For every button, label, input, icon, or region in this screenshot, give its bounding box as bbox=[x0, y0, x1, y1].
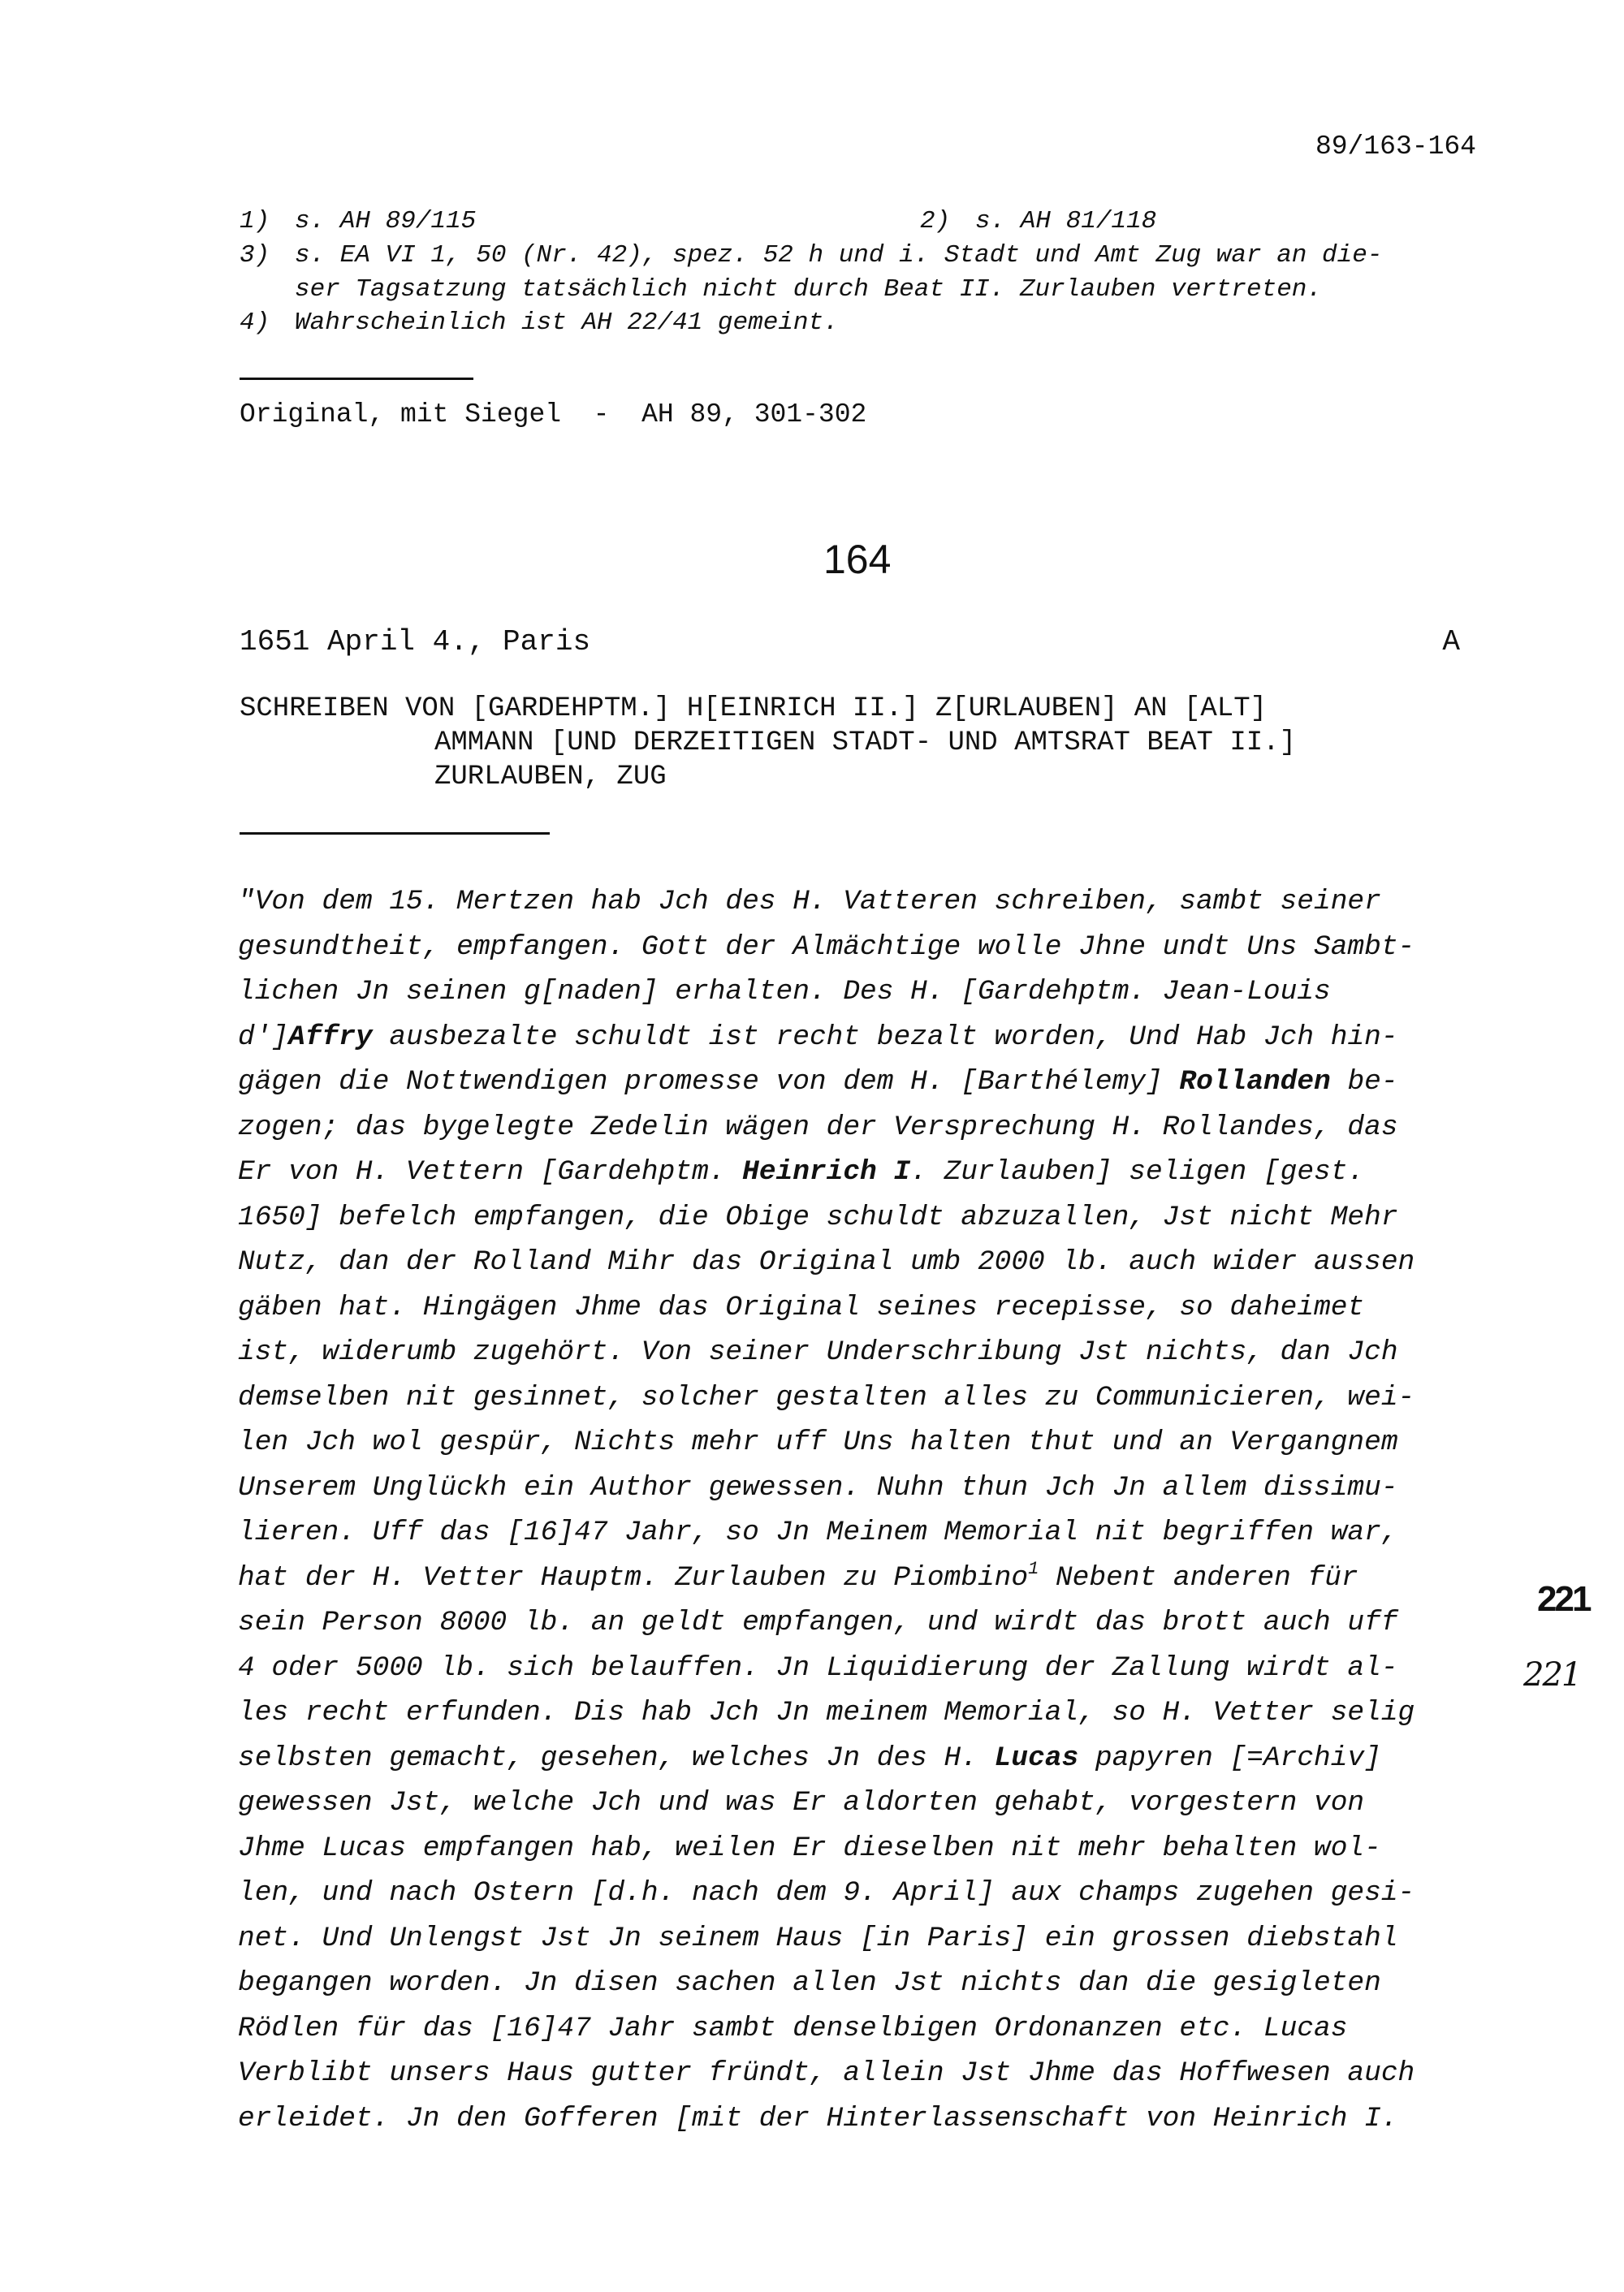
footnote-number: 1) bbox=[240, 207, 270, 235]
body-line: Unserem Unglückh ein Author gewessen. Nuhn thun Jch Jn allem dissimu- bbox=[238, 1471, 1398, 1504]
page-number-handwritten: 221 bbox=[1523, 1656, 1581, 1694]
footnote-text: Wahrscheinlich ist AH 22/41 gemeint. bbox=[295, 309, 839, 337]
body-line: gesundtheit, empfangen. Gott der Almächtige wolle Jhne undt Uns Sambt- bbox=[238, 930, 1415, 963]
body-line: sein Person 8000 lb. an geldt empfangen, und wirdt das brott auch uff bbox=[238, 1607, 1398, 1638]
body-line: len, und nach Ostern [d.h. nach dem 9. April] aux champs zugehen gesi- bbox=[238, 1877, 1415, 1909]
footnote-text: s. EA VI 1, 50 (Nr. 42), spez. 52 h und i. Stadt und Amt Zug war an die- bbox=[295, 241, 1383, 270]
body-line: zogen; das bygelegte Zedelin wägen der Versprechung H. Rollandes, das bbox=[238, 1111, 1398, 1143]
body-line: selbsten gemacht, gesehen, welches Jn des H. Lucas papyren [=Archiv] bbox=[238, 1742, 1381, 1774]
body-line: gägen die Nottwendigen promesse von dem H. [Barthélemy] Rollanden be- bbox=[238, 1066, 1398, 1098]
body-line: ist, widerumb zugehört. Von seiner Underschribung Jst nichts, dan Jch bbox=[238, 1336, 1398, 1368]
divider bbox=[240, 832, 550, 835]
page-number-printed: 221 bbox=[1537, 1579, 1590, 1619]
category-letter: A bbox=[1442, 625, 1460, 658]
body-line: d']Affry ausbezalte schuldt ist recht bezalt worden, Und Hab Jch hin- bbox=[238, 1021, 1398, 1053]
title-line: SCHREIBEN VON [GARDEHPTM.] H[EINRICH II.] Z[URLAUBEN] AN [ALT] bbox=[240, 693, 1268, 724]
date-line bbox=[240, 625, 1460, 658]
body-line: lichen Jn seinen g[naden] erhalten. Des H. [Gardehptm. Jean-Louis bbox=[238, 976, 1331, 1008]
footnote-number: 4) bbox=[240, 309, 270, 337]
body-line: begangen worden. Jn disen sachen allen Jst nichts dan die gesigleten bbox=[238, 1967, 1381, 1999]
footnote-text: s. AH 81/118 bbox=[975, 207, 1157, 235]
divider bbox=[240, 378, 473, 380]
body-line: demselben nit gesinnet, solcher gestalten alles zu Communicieren, wei- bbox=[238, 1381, 1415, 1414]
body-line: 1650] befelch empfangen, die Obige schuldt abzuzallen, Jst nicht Mehr bbox=[238, 1201, 1398, 1233]
document-title bbox=[240, 692, 1474, 794]
body-line: Er von H. Vettern [Gardehptm. Heinrich I. Zurlauben] seligen [gest. bbox=[238, 1156, 1365, 1188]
letter-body bbox=[238, 879, 1505, 2141]
body-line: lieren. Uff das [16]47 Jahr, so Jn Meinem Memorial nit begriffen war, bbox=[238, 1517, 1398, 1548]
title-line: ZURLAUBEN, ZUG bbox=[434, 762, 667, 792]
body-line: len Jch wol gespür, Nichts mehr uff Uns halten thut und an Vergangnem bbox=[238, 1427, 1398, 1458]
footnote-number: 3) bbox=[240, 241, 270, 270]
bold-name: Rollanden bbox=[1179, 1066, 1331, 1098]
body-line: "Von dem 15. Mertzen hab Jch des H. Vatteren schreiben, sambt seiner bbox=[238, 886, 1381, 917]
title-line: AMMANN [UND DERZEITIGEN STADT- UND AMTSRAT BEAT II.] bbox=[434, 727, 1296, 758]
date-place: 1651 April 4., Paris bbox=[240, 625, 591, 658]
body-line: net. Und Unlengst Jst Jn seinem Haus [in Paris] ein grossen diebstahl bbox=[238, 1922, 1398, 1954]
body-line: les recht erfunden. Dis hab Jch Jn meinem Memorial, so H. Vetter selig bbox=[238, 1697, 1415, 1729]
bold-name: Affry bbox=[288, 1021, 373, 1053]
body-line: erleidet. Jn den Gofferen [mit der Hinterlassenschaft von Heinrich I. bbox=[238, 2102, 1398, 2134]
body-line: Verblibt unsers Haus gutter fründt, allein Jst Jhme das Hoffwesen auch bbox=[238, 2057, 1415, 2089]
bold-name: Heinrich I bbox=[742, 1156, 911, 1188]
body-line: Nutz, dan der Rolland Mihr das Original umb 2000 lb. auch wider aussen bbox=[238, 1246, 1415, 1278]
document-reference: 89/163-164 bbox=[1315, 132, 1476, 162]
document-number: 164 bbox=[823, 537, 892, 582]
source-note: Original, mit Siegel - AH 89, 301-302 bbox=[240, 399, 867, 429]
bold-name: Lucas bbox=[994, 1742, 1079, 1774]
footnote-marker: 1 bbox=[1028, 1558, 1039, 1579]
footnote-3 bbox=[240, 239, 1382, 273]
footnote-1-2 bbox=[240, 205, 1156, 239]
footnote-3-continued: ser Tagsatzung tatsächlich nicht durch Beat II. Zurlauben vertreten. bbox=[295, 275, 1323, 304]
body-line: hat der H. Vetter Hauptm. Zurlauben zu Piombino$^1$ Nebent anderen für bbox=[238, 1558, 1358, 1594]
body-line: Jhme Lucas empfangen hab, weilen Er dieselben nit mehr behalten wol- bbox=[238, 1832, 1381, 1864]
footnote-text: s. AH 89/115 bbox=[295, 207, 477, 235]
body-line: gewessen Jst, welche Jch und was Er aldorten gehabt, vorgestern von bbox=[238, 1787, 1365, 1819]
body-line: 4 oder 5000 lb. sich belauffen. Jn Liquidierung der Zallung wirdt al- bbox=[238, 1651, 1398, 1684]
footnote-number: 2) bbox=[920, 207, 951, 235]
footnote-4 bbox=[240, 306, 839, 340]
body-line: gäben hat. Hingägen Jhme das Original seines recepisse, so daheimet bbox=[238, 1291, 1365, 1323]
body-line: Rödlen für das [16]47 Jahr sambt denselbigen Ordonanzen etc. Lucas bbox=[238, 2012, 1348, 2044]
